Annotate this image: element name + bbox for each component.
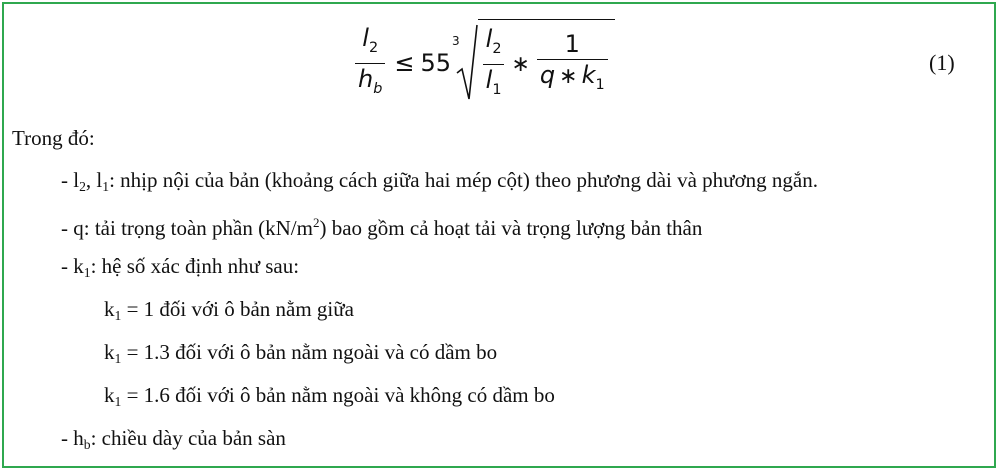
- root-index: 3: [452, 34, 460, 48]
- load-fraction: $\frac{1}{q ∗ k_1}$: [537, 29, 608, 100]
- relation-sign: ≤: [394, 49, 415, 77]
- item-slab-thickness: - $h_b$: chiều dày của bản sàn: [61, 426, 286, 452]
- radical-sign-icon: [456, 23, 478, 103]
- coefficient: 55: [420, 49, 452, 77]
- l-ratio-fraction: $\frac{l_2}{l_1}$: [483, 24, 505, 105]
- intro-line: Trong đó:: [12, 126, 95, 150]
- equation-number: (1): [929, 50, 955, 75]
- lhs-fraction: $\frac{l_2}{h_b}$: [355, 23, 385, 104]
- content-frame: [2, 2, 996, 468]
- item-span-lengths: - $l_2$, $l_1$: nhịp nội của bản (khoảng cách giữa hai mép cột) theo phương dài và phương ngắn.: [61, 168, 818, 194]
- multiply-sign: ∗: [511, 52, 530, 77]
- cube-root: [456, 21, 615, 105]
- formula: [352, 18, 615, 108]
- item-total-load: - q: tải trọng toàn phần $(kN/m^2)$ bao gồm cả hoạt tải và trọng lượng bản thân: [61, 215, 703, 240]
- item-coefficient: - $k_1$: hệ số xác định như sau:: [61, 254, 300, 280]
- case-outer-panel-with-beam: $k_1 = 1.3$ đối với ô bản nằm ngoài và có dầm bo: [104, 340, 498, 366]
- case-middle-panel: $k_1 = 1$ đối với ô bản nằm giữa: [104, 297, 354, 323]
- case-outer-panel-no-beam: $k_1 = 1.6$ đối với ô bản nằm ngoài và không có dầm bo: [104, 383, 555, 409]
